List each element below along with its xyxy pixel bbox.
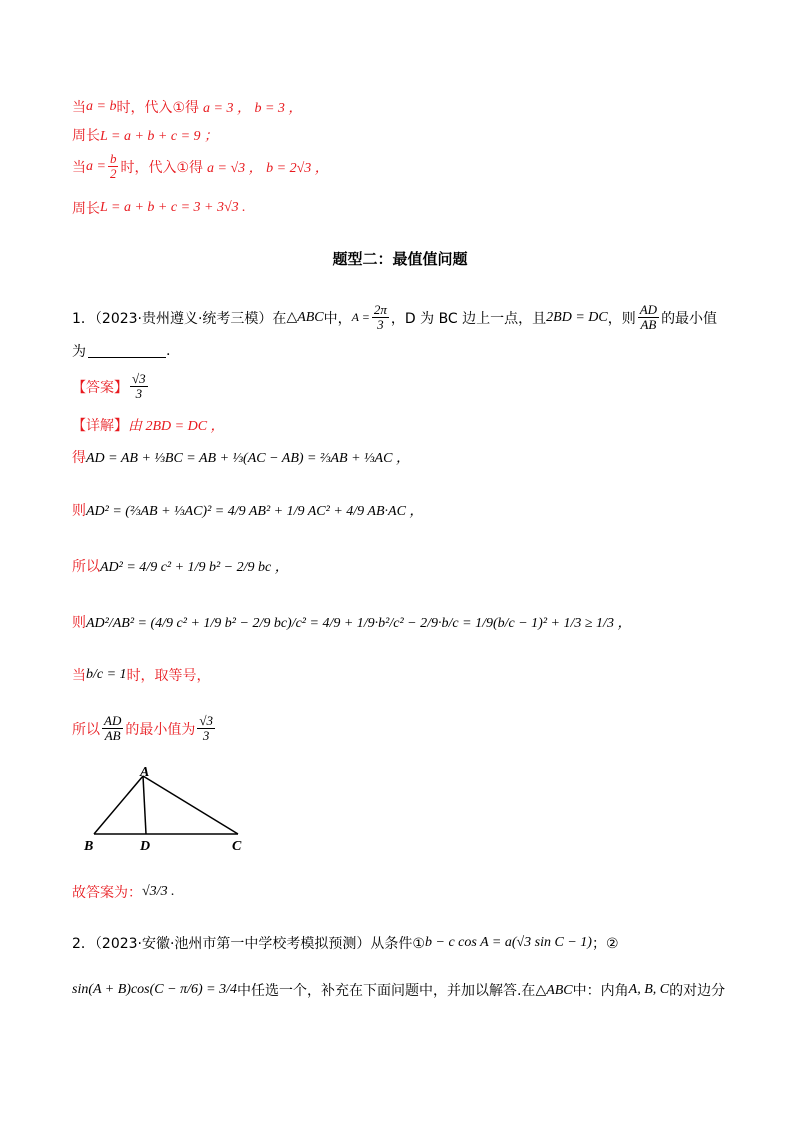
q1-line-2 xyxy=(72,341,170,361)
text: 得 xyxy=(72,450,86,466)
math: AD = AB + ⅓BC = AB + ⅓(AC − AB) = ⅔AB + ⅓AC ， xyxy=(86,451,410,466)
answer-tag: 【答案】 xyxy=(72,379,128,396)
denominator: AB xyxy=(640,317,657,333)
text: 故答案为： xyxy=(72,885,142,901)
denominator: AB xyxy=(104,728,121,744)
text: 中， xyxy=(323,310,352,327)
math: 2BD = DC xyxy=(546,309,608,325)
numerator: √3 xyxy=(199,713,213,728)
numerator: AD xyxy=(639,302,658,317)
vector-square-line xyxy=(72,500,423,520)
answer-fraction xyxy=(130,372,148,402)
math: AD² = 4/9 c² + 1/9 b² − 2/9 bc ， xyxy=(100,560,289,575)
numerator: 2π xyxy=(373,302,387,317)
solution-line-3 xyxy=(72,152,329,182)
math: AD²/AB² = (4/9 c² + 1/9 b² − 2/9 bc)/c² = 4/9 + 1/9·b²/c² − 2/9·b/c = 1/9(b/c − 1)² + 1/3 ≥ 1/3 ， xyxy=(86,616,632,631)
text: 则 xyxy=(72,615,86,631)
denominator: 2 xyxy=(109,166,117,182)
solution-line-1 xyxy=(72,97,302,117)
final-answer-line xyxy=(72,882,175,902)
math: A, B, C xyxy=(628,982,670,997)
text: ，则 xyxy=(607,310,636,327)
answer-line xyxy=(72,372,150,402)
label-d: D xyxy=(140,839,151,854)
detail-tag: 【详解】 xyxy=(72,418,128,434)
math: b/c = 1 xyxy=(86,667,127,682)
triangle-figure xyxy=(80,762,260,857)
side-ab xyxy=(94,776,143,834)
math: a = b xyxy=(86,99,117,114)
math: 由 2BD = DC ， xyxy=(128,419,225,434)
label-b: B xyxy=(84,839,94,854)
text: 时，代入①得 xyxy=(120,159,204,176)
ratio-chain-line xyxy=(72,612,631,632)
side-ac xyxy=(143,776,238,834)
text: 为 xyxy=(72,344,86,360)
text: . xyxy=(166,343,171,359)
math: √3/3 . xyxy=(142,884,175,899)
answer-fraction xyxy=(197,714,215,744)
solution-line-4 xyxy=(72,198,246,218)
ratio-fraction xyxy=(102,714,123,744)
text: ，D 为 BC 边上一点，且 xyxy=(390,310,547,327)
math: A = xyxy=(351,310,370,325)
math: AD² = (⅔AB + ⅓AC)² = 4/9 AB² + 1/9 AC² + 4/9 AB·AC ， xyxy=(86,504,424,519)
fraction xyxy=(108,152,119,182)
text: 时，取等号， xyxy=(126,668,211,684)
equality-line xyxy=(72,665,211,685)
math: L = a + b + c = 9 ； xyxy=(100,129,219,144)
detail-line xyxy=(72,415,225,435)
numerator: AD xyxy=(104,713,122,728)
text: 时，代入①得 xyxy=(116,100,200,116)
math: a = xyxy=(86,158,106,174)
text: 的最小值为 xyxy=(125,721,196,738)
numerator: b xyxy=(109,151,117,166)
solution-line-2 xyxy=(72,125,218,145)
ratio-fraction xyxy=(638,303,659,333)
text: 当 xyxy=(72,159,86,176)
label-c: C xyxy=(232,839,242,854)
text: ；② xyxy=(591,936,619,952)
math: a = 3 ， b = 3 ， xyxy=(203,101,303,116)
angle-fraction xyxy=(372,303,389,333)
triangle-name: △ABC xyxy=(286,310,324,326)
text: 当 xyxy=(72,100,86,116)
math: a = √3 ， b = 2√3 ， xyxy=(207,160,329,176)
q1-line-1 xyxy=(72,303,717,333)
text: 中：内角 xyxy=(572,983,629,999)
condition-2: sin(A + B)cos(C − π/6) = 3/4 xyxy=(72,982,237,997)
text: 所以 xyxy=(72,559,100,575)
label-a: A xyxy=(140,765,150,780)
text: 的最小值 xyxy=(661,310,718,327)
q2-line-2 xyxy=(72,980,725,1000)
denominator: 3 xyxy=(202,728,210,744)
numerator: √3 xyxy=(132,371,146,386)
text: 中任选一个，补充在下面问题中，并加以解答.在 xyxy=(236,983,536,999)
denominator: 3 xyxy=(377,317,384,333)
segment-ad xyxy=(143,776,146,834)
section-title: 题型二：最值值问题 xyxy=(332,250,468,268)
text: 周长 xyxy=(72,128,100,144)
text: 所以 xyxy=(72,721,100,738)
triangle-name: △ABC xyxy=(535,982,573,998)
q1-lead: 1．（2023·贵州遵义·统考三模）在 xyxy=(72,310,287,327)
q2-line-1 xyxy=(72,933,619,953)
text: 的对边分 xyxy=(669,983,726,999)
text: 周长 xyxy=(72,201,100,217)
text: 则 xyxy=(72,503,86,519)
condition-1: b − c cos A = a(√3 sin C − 1) xyxy=(425,935,592,950)
minimum-line xyxy=(72,714,217,744)
answer-blank xyxy=(88,345,166,358)
ad-square-line xyxy=(72,556,289,576)
q2-lead: 2．（2023·安徽·池州市第一中学校考模拟预测）从条件① xyxy=(72,936,425,952)
text: 当 xyxy=(72,668,86,684)
math: L = a + b + c = 3 + 3√3 . xyxy=(100,200,246,215)
denominator: 3 xyxy=(135,386,143,402)
vector-line xyxy=(72,447,410,467)
